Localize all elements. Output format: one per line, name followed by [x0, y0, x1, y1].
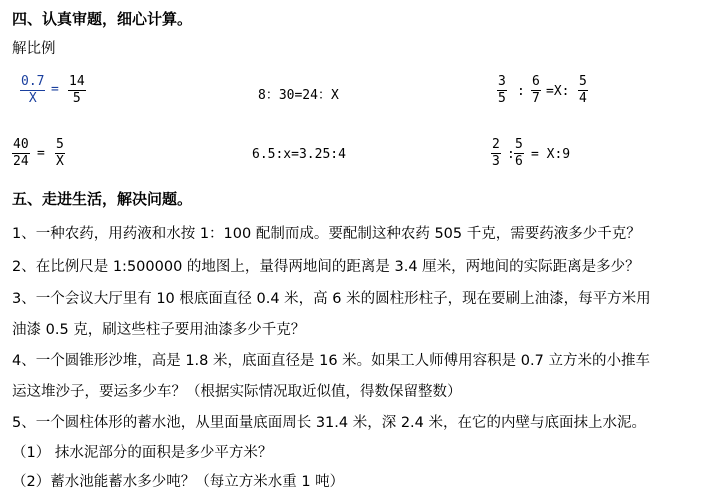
fraction [491, 137, 501, 170]
fraction [68, 74, 86, 107]
question-3-line-1: 3、一个会议大厅里有 10 根底面直径 0.4 米，高 6 米的圆柱形柱子，现在要刷上油漆，每平方米用 [12, 291, 651, 307]
section-5-title: 五、走进生活，解决问题。 [12, 190, 193, 208]
proportion-5: 6.5:x=3.25:4 [252, 147, 346, 162]
fraction [531, 74, 541, 107]
question-2: 2、在比例尺是 1:500000 的地图上，量得两地间的距离是 3.4 厘米，两地间的实际距离是多少？ [12, 259, 640, 275]
colon: : [517, 84, 525, 99]
equals-sign: = [51, 82, 59, 97]
numerator: 3 [498, 74, 506, 89]
fraction [20, 74, 45, 107]
denominator: 5 [498, 91, 506, 106]
proportion-2: 8：30=24：X [258, 88, 339, 103]
question-4-line-1: 4、一个圆锥形沙堆，高是 1.8 米，底面直径是 16 米。如果工人师傅用容积是 0.7 立方米的小推车 [12, 353, 650, 369]
equals-sign: = [37, 146, 45, 161]
question-1: 1、一种农药，用药液和水按 1：100 配制而成。要配制这种农药 505 千克，需要药液多少千克？ [12, 226, 641, 242]
section-4-subtitle: 解比例 [12, 41, 56, 57]
question-5-part-2: （2）蓄水池能蓄水多少吨？（每立方米水重 1 吨） [12, 474, 345, 490]
numerator: 2 [492, 137, 500, 152]
fraction [497, 74, 507, 107]
numerator: 5 [56, 137, 64, 152]
denominator: 5 [72, 91, 81, 106]
section-4-title: 四、认真审题，细心计算。 [12, 10, 193, 28]
denominator: X [56, 154, 64, 169]
numerator: 6 [532, 74, 540, 89]
question-3-line-2: 油漆 0.5 克，刷这些柱子要用油漆多少千克？ [12, 322, 306, 338]
fraction [55, 137, 65, 170]
numerator: 5 [579, 74, 587, 89]
numerator: 5 [515, 137, 523, 152]
ratio-text: = X:9 [531, 147, 571, 162]
colon: : [507, 147, 515, 162]
question-4-line-2: 运这堆沙子，要运多少车？（根据实际情况取近似值，得数保留整数） [12, 384, 462, 400]
denominator: 3 [492, 154, 500, 169]
numerator: 0.7 [21, 74, 45, 89]
denominator: 7 [532, 91, 540, 106]
denominator: 24 [13, 154, 29, 169]
fraction [578, 74, 588, 107]
denominator: 4 [579, 91, 587, 106]
numerator: 14 [69, 74, 85, 89]
ratio-text: =X: [546, 84, 570, 99]
numerator: 40 [13, 137, 29, 152]
denominator: X [28, 91, 37, 106]
denominator: 6 [515, 154, 523, 169]
fraction [514, 137, 524, 170]
fraction [12, 137, 30, 170]
question-5: 5、一个圆柱体形的蓄水池，从里面量底面周长 31.4 米，深 2.4 米，在它的内壁与底面抹上水泥。 [12, 415, 647, 431]
question-5-part-1: （1） 抹水泥部分的面积是多少平方米？ [12, 445, 273, 461]
